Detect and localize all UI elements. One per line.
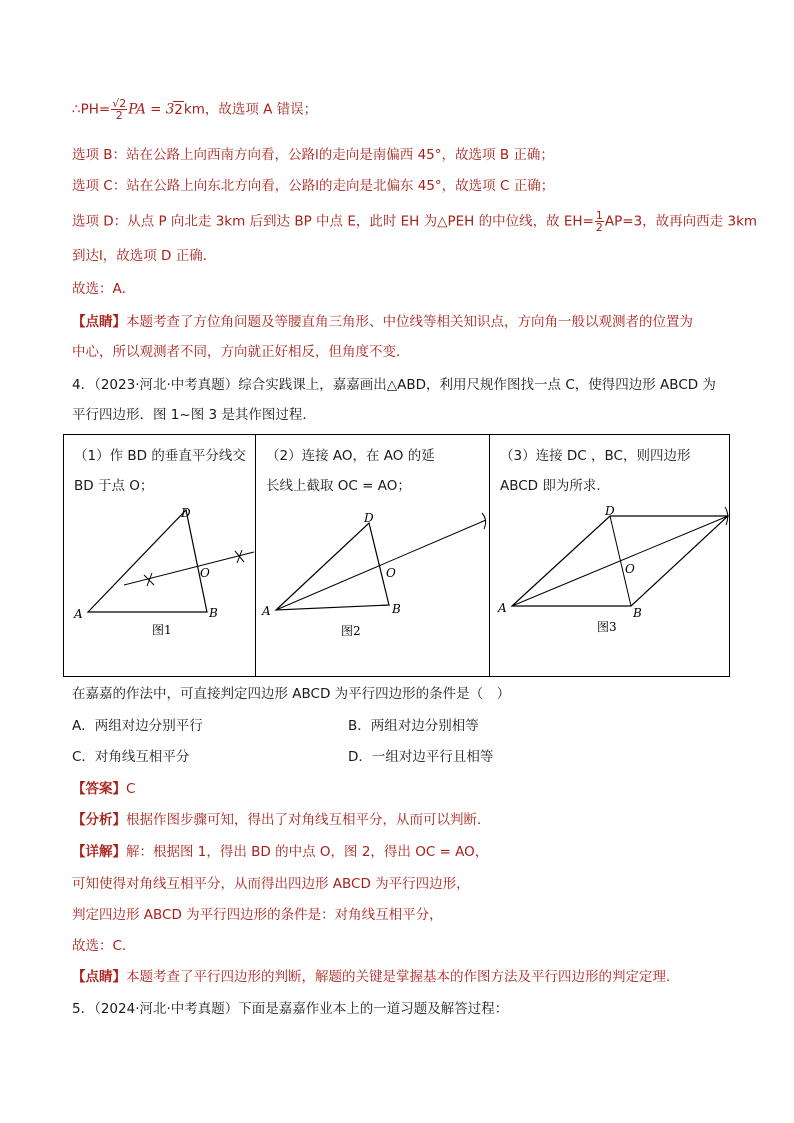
answer-line <box>72 780 135 798</box>
figure-1-drawing <box>64 435 255 676</box>
arc-mark <box>147 573 152 586</box>
text: km，故选项 A 错误； <box>183 101 318 118</box>
tag-label: 【点睛】 <box>72 969 126 985</box>
panel-2-caption: （2）连接 AO，在 AO 的延长线上截取 OC = AO； <box>266 448 435 494</box>
panel-3-caption: （3）连接 DC ，BC，则四边形 ABCD 即为所求． <box>500 448 691 494</box>
figure-2-drawing <box>256 435 489 676</box>
solution-line-6: 故选：A． <box>72 281 136 297</box>
solution-line-3: 选项 C：站在公路上向东北方向看，公路l的走向是北偏东 45°，故选项 C 正确； <box>72 178 555 194</box>
text: ∴PH= <box>72 101 111 118</box>
text: AP=3，故再向西走 3km <box>604 213 758 230</box>
point-d-label: D <box>364 511 374 525</box>
point-o-label: O <box>200 566 210 580</box>
figure-2-label: 图2 <box>341 624 361 638</box>
tag-label: 【答案】 <box>72 781 126 797</box>
solution-line-4 <box>72 210 757 233</box>
figure-3-drawing <box>490 435 729 676</box>
point-o-label: O <box>625 562 635 576</box>
point-b-label: B <box>633 606 642 620</box>
detail-line-4: 故选：C． <box>72 938 136 954</box>
point-b-label: B <box>392 602 401 616</box>
frac-den: 2 <box>115 109 123 122</box>
text: 选项 D：从点 P 向北走 3km 后到达 BP 中点 E，此时 EH 为△PEH 的中位线，故 EH= <box>72 213 594 230</box>
detail-line-2: 可知使得对角线互相平分，从而得出四边形 ABCD 为平行四边形， <box>72 876 470 892</box>
text: 本题考查了平行四边形的判断，解题的关键是掌握基本的作图方法及平行四边形的判定定理． <box>126 969 680 985</box>
perpendicular-bisector <box>124 552 254 585</box>
solution-line-5: 到达l，故选项 D 正确． <box>72 248 217 264</box>
detail-line-3: 判定四边形 ABCD 为平行四边形的条件是：对角线互相平分， <box>72 907 443 923</box>
option-a[interactable]: A．两组对边分别平行 <box>72 718 203 734</box>
line-ao-extended <box>276 520 486 610</box>
answer-value: C <box>126 781 136 797</box>
solution-line-1 <box>72 98 317 121</box>
analysis-line <box>72 811 491 829</box>
point-d-label: D <box>181 506 191 520</box>
question-4-prompt: 在嘉嘉的作法中，可直接判定四边形 ABCD 为平行四边形的条件是（ ） <box>72 686 511 702</box>
point-a-label: A <box>498 601 507 615</box>
point-a-label: A <box>262 604 271 618</box>
tag-label: 【详解】 <box>72 844 126 860</box>
option-b[interactable]: B．两组对边分别相等 <box>348 718 479 734</box>
question-4-line-1: 4．（2023·河北·中考真题）综合实践课上，嘉嘉画出△ABD，利用尺规作图找一点 C，使得四边形 ABCD 为 <box>72 377 716 393</box>
text: 解：根据图 1，得出 BD 的中点 O，图 2，得出 OC = AO， <box>126 844 489 860</box>
panel-1 <box>64 435 255 676</box>
triangle-abd <box>276 523 389 610</box>
panel-2 <box>256 435 489 676</box>
text: 根据作图步骤可知，得出了对角线互相平分，从而可以判断． <box>126 812 491 828</box>
frac-num: √2 <box>112 97 127 110</box>
fraction <box>111 98 127 121</box>
frac-den: 2 <box>595 221 603 234</box>
option-d[interactable]: D．一组对边平行且相等 <box>348 749 494 765</box>
point-line <box>72 968 680 986</box>
triangle-abd <box>88 510 207 612</box>
point-d-label: D <box>605 504 615 518</box>
note-line-2: 中心，所以观测者不同，方向就正好相反，但角度不变． <box>72 344 410 360</box>
sqrt-radicand: 2 <box>174 101 183 118</box>
option-c[interactable]: C．对角线互相平分 <box>72 749 190 765</box>
question-4-line-2: 平行四边形．图 1~图 3 是其作图过程． <box>72 407 316 423</box>
point-b-label: B <box>209 606 218 620</box>
detail-line-1 <box>72 843 488 861</box>
frac-num: 1 <box>595 209 603 222</box>
panel-3 <box>490 435 729 676</box>
point-o-label: O <box>386 566 396 580</box>
fraction <box>595 210 604 233</box>
figure-3-label: 图3 <box>597 620 617 634</box>
diagonal-bd <box>610 516 631 606</box>
text: 本题考查了方位角问题及等腰直角三角形、中位线等相关知识点，方向角一般以观测者的位置为 <box>126 314 693 330</box>
tag-label: 【分析】 <box>72 812 126 828</box>
construction-figure-box <box>63 434 730 677</box>
solution-line-2: 选项 B：站在公路上向西南方向看，公路l的走向是南偏西 45°，故选项 B 正确； <box>72 147 554 163</box>
point-a-label: A <box>74 607 83 621</box>
panel-1-caption: （1）作 BD 的垂直平分线交 BD 于点 O； <box>74 448 246 494</box>
tag-label: 【点睛】 <box>72 314 126 330</box>
note-line-1 <box>72 313 693 331</box>
question-5-line: 5．（2024·河北·中考真题）下面是嘉嘉作业本上的一道习题及解答过程： <box>72 1001 509 1017</box>
text: PA = 3 <box>128 101 175 118</box>
figure-1-label: 图1 <box>152 623 172 637</box>
